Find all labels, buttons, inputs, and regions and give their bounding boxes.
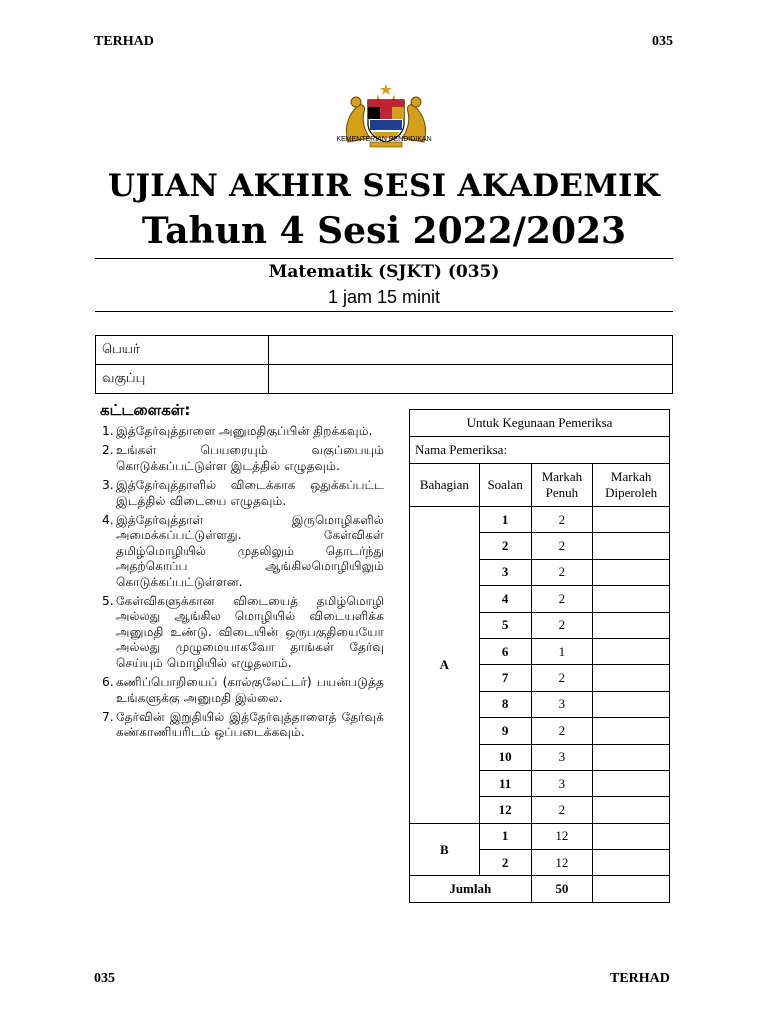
full-marks-value: 2 [531,665,593,691]
full-marks-value: 2 [531,718,593,744]
instruction-number: 2. [102,443,114,458]
question-number: 12 [479,797,531,823]
question-number: 1 [479,823,531,849]
marks-obtained-field[interactable] [593,770,670,796]
footer-code: 035 [94,971,115,986]
name-field[interactable] [269,336,673,365]
instruction-item [102,443,384,474]
full-marks-value: 2 [531,586,593,612]
section-b-rows [410,823,670,876]
a-section-label: A [410,507,480,824]
marks-obtained-field[interactable] [593,533,670,559]
instructions-list [102,424,384,745]
instruction-number: 3. [102,478,114,493]
question-number: 10 [479,744,531,770]
instruction-text: உங்கள் பெயரையும் வகுப்பையும் கொடுக்கப்பட்டுள்ள இடத்தில் எழுதவும். [116,443,384,473]
marks-obtained-field[interactable] [593,507,670,533]
instruction-text: தேர்வின் இறுதியில் இத்தேர்வுத்தாளைத் தேர்வுக் கண்காணியரிடம் ஒப்படைக்கவும். [116,709,384,740]
instruction-text: இத்தேர்வுத்தாளில் விடைக்காக ஒதுக்கப்பட்ட இடத்தில் விடையை எழுதவும். [116,478,384,508]
exam-year-session: Tahun 4 Sesi 2022/2023 [141,210,627,252]
full-marks-value: 2 [531,612,593,638]
instruction-number: 7. [102,709,114,724]
header-marks-obtained: Markah Diperoleh [593,464,670,507]
name-label: பெயர் [96,336,269,365]
class-row [96,365,673,394]
name-row [96,336,673,365]
marks-obtained-field[interactable] [593,586,670,612]
exam-title: UJIAN AKHIR SESI AKADEMIK [108,168,660,204]
marks-obtained-field[interactable] [593,665,670,691]
instruction-text: இத்தேர்வுத்தாள் இருமொழிகளில் அமைக்கப்பட்டுள்ளது. கேள்விகள் தமிழ்மொழியில் முதலிலும் தொடர்ந்து அதற்கொப்ப ஆங்கிலமொழியிலும் கொடுக்கப்பட்டுள்ளன. [116,513,384,589]
instructions-title: கட்டளைகள்: [100,401,191,419]
marks-obtained-field[interactable] [593,559,670,585]
instruction-number: 4. [102,513,114,528]
full-marks-value: 1 [531,638,593,664]
exam-duration: 1 jam 15 minit [327,287,441,307]
full-marks-value: 3 [531,770,593,796]
marks-obtained-field[interactable] [593,691,670,717]
examiner-name-field[interactable]: Nama Pemeriksa: [410,437,670,464]
marks-obtained-field[interactable] [593,612,670,638]
question-number: 4 [479,586,531,612]
marks-obtained-field[interactable] [593,823,670,849]
question-number: 9 [479,718,531,744]
ministry-caption: KEMENTERIAN PENDIDIKAN [336,136,432,143]
full-marks-value: 12 [531,850,593,876]
instruction-item [102,710,384,741]
question-number: 3 [479,559,531,585]
instruction-number: 6. [102,675,114,690]
header-code: 035 [652,34,673,49]
question-number: 1 [479,507,531,533]
total-full-marks: 50 [531,876,593,902]
full-marks-value: 2 [531,507,593,533]
full-marks-value: 3 [531,691,593,717]
instruction-text: கேள்விகளுக்கான விடையைத் தமிழ்மொழி அல்லது ஆங்கில மொழியில் விடையளிக்க அனுமதி உண்டு. விடையின் ஒருபகுதியையோ அல்லது முழுமையாகவோ தாங்கள் தேர்வு செய்யும் மொழியில் எழுதலாம். [116,594,384,670]
instruction-item [102,513,384,590]
full-marks-value: 3 [531,744,593,770]
question-number: 2 [479,850,531,876]
examiner-marks-table [409,409,670,903]
total-obtained-field[interactable] [593,876,670,902]
full-marks-value: 12 [531,823,593,849]
section-a-rows [410,507,670,824]
total-label: Jumlah [410,876,532,902]
full-marks-value: 2 [531,797,593,823]
full-marks-value: 2 [531,533,593,559]
subject-name: Matematik (SJKT) (035) [268,262,500,282]
question-number: 6 [479,638,531,664]
class-field[interactable] [269,365,673,394]
candidate-info-table [95,335,673,394]
question-number: 11 [479,770,531,796]
instruction-item [102,478,384,509]
subject-divider [95,311,673,312]
marks-obtained-field[interactable] [593,850,670,876]
marks-obtained-field[interactable] [593,744,670,770]
header-full-marks: Markah Penuh [531,464,593,507]
instruction-item [102,424,384,439]
title-divider [95,258,673,259]
header-section: Bahagian [410,464,480,507]
full-marks-value: 2 [531,559,593,585]
instruction-text: கணிப்பொறியைப் (கால்குலேட்டர்) பயன்படுத்த உங்களுக்கு அனுமதி இல்லை. [116,675,384,705]
instruction-item [102,594,384,671]
instruction-text: இத்தேர்வுத்தாளை அனுமதிகுப்பின் திறக்கவும். [116,424,373,438]
question-number: 2 [479,533,531,559]
instruction-number: 1. [102,424,114,438]
marks-obtained-field[interactable] [593,718,670,744]
footer-classification: TERHAD [610,971,670,986]
b-section-label: B [410,823,480,876]
header-classification: TERHAD [94,34,154,49]
header-question: Soalan [479,464,531,507]
question-number: 7 [479,665,531,691]
marks-obtained-field[interactable] [593,797,670,823]
question-number: 5 [479,612,531,638]
marks-row [410,507,670,533]
question-number: 8 [479,691,531,717]
marks-obtained-field[interactable] [593,638,670,664]
class-label: வகுப்பு [96,365,269,394]
examiner-table-title: Untuk Kegunaan Pemeriksa [410,410,670,437]
instruction-number: 5. [102,594,114,609]
marks-row [410,823,670,849]
instruction-item [102,675,384,706]
